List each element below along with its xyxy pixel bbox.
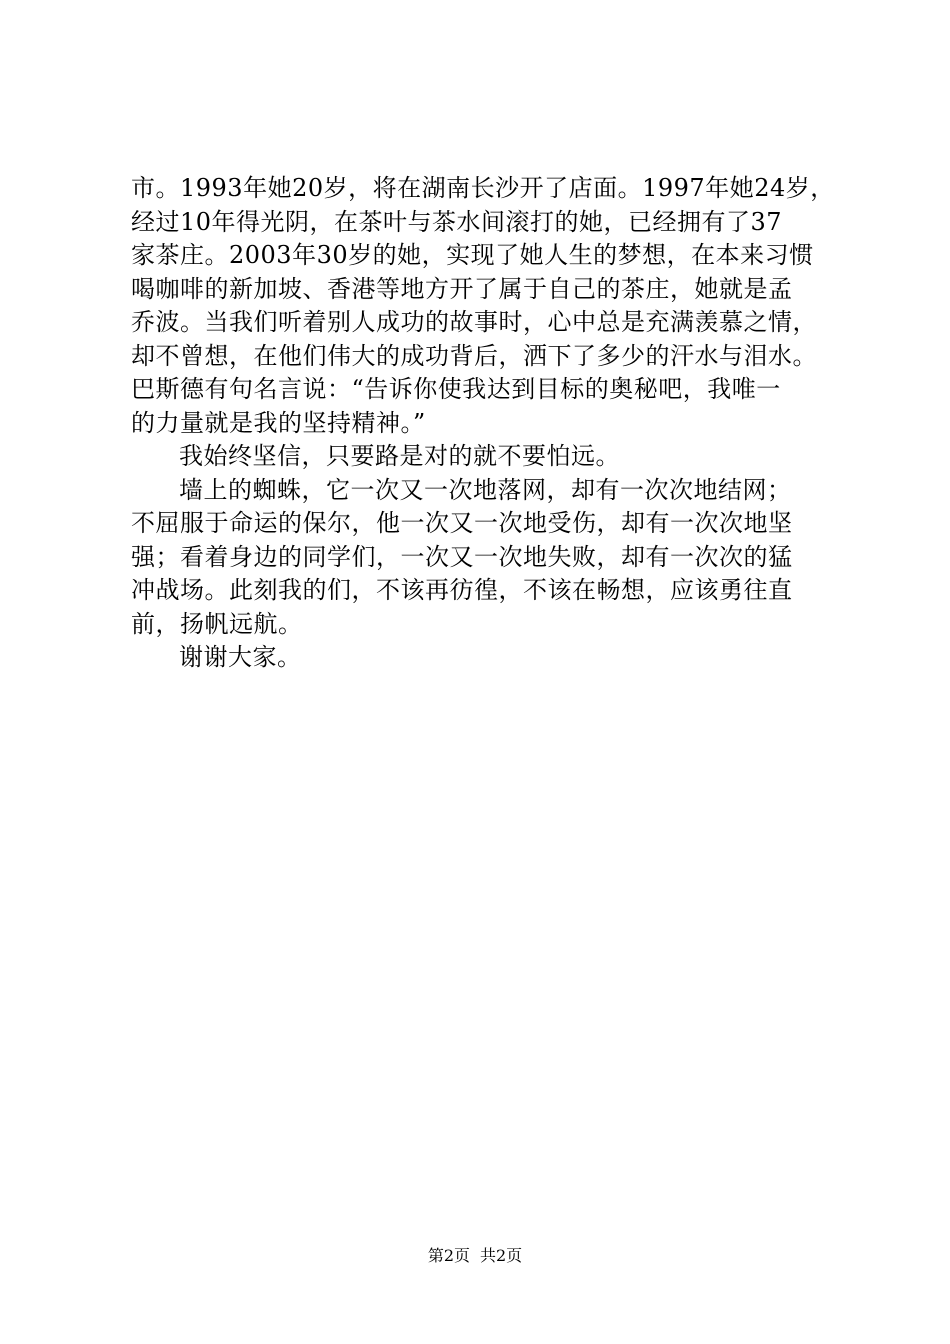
text-line: 强；看着身边的同学们，一次又一次地失败，却有一次次的猛	[131, 542, 793, 571]
page-footer	[0, 1246, 950, 1266]
paragraph-start-line: 我始终坚信，只要路是对的就不要怕远。	[179, 442, 620, 470]
text-line: 乔波。当我们听着别人成功的故事时，心中总是充满羡慕之情，	[131, 308, 817, 336]
text-line: 市。1993年她20岁，将在湖南长沙开了店面。1997年她24岁，	[131, 174, 835, 202]
text-line: 不屈服于命运的保尔，他一次又一次地受伤，却有一次次地坚	[131, 509, 793, 537]
page-number-total: 共2页	[480, 1246, 523, 1265]
text-line: 的力量就是我的坚持精神。”	[131, 408, 426, 437]
paragraph-start-line: 墙上的蜘蛛，它一次又一次地落网，却有一次次地结网；	[179, 475, 792, 504]
text-line: 经过10年得光阴，在茶叶与茶水间滚打的她，已经拥有了37	[131, 207, 783, 236]
text-line: 前，扬帆远航。	[131, 609, 303, 638]
text-line: 家茶庄。2003年30岁的她，实现了她人生的梦想，在本来习惯	[131, 241, 814, 269]
paragraph-start-line: 谢谢大家。	[179, 643, 302, 671]
text-line: 喝咖啡的新加坡、香港等地方开了属于自己的茶庄，她就是孟	[131, 274, 793, 303]
text-line: 却不曾想，在他们伟大的成功背后，洒下了多少的汗水与泪水。	[131, 341, 817, 370]
text-line: 冲战场。此刻我的们，不该再彷徨，不该在畅想，应该勇往直	[131, 576, 793, 604]
document-body	[131, 172, 851, 675]
page-number-current: 第2页	[427, 1246, 470, 1265]
text-line: 巴斯德有句名言说：“告诉你使我达到目标的奥秘吧，我唯一	[131, 375, 781, 403]
